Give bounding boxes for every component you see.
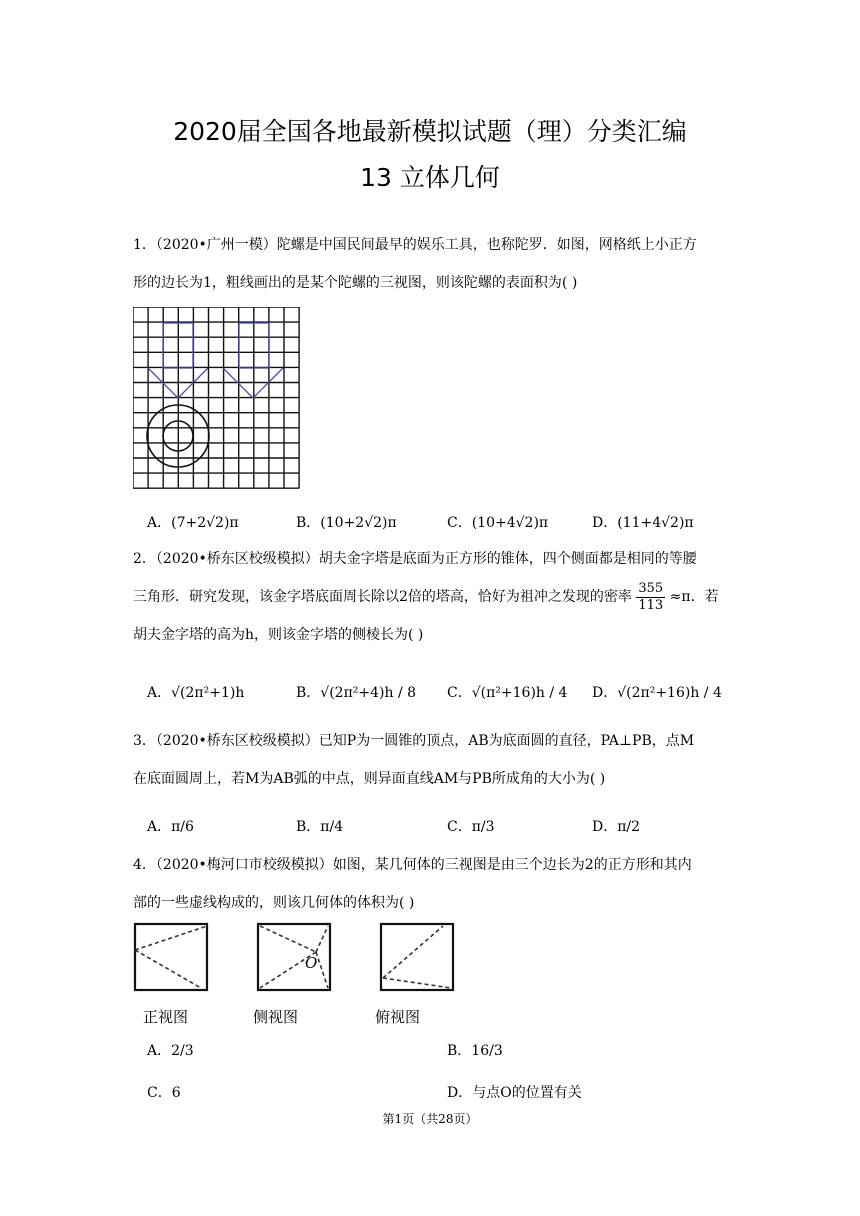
point-o-label: O (305, 954, 318, 972)
question-3-line2: 在底面圆周上，若M为AB弧的中点，则异面直线AM与PB所成角的大小为( ) (133, 771, 606, 787)
q2-option-d (592, 682, 722, 702)
q3-option-d-text: D．π/2 (592, 819, 641, 835)
q1-option-a-text: A．(7+2√2)π (147, 515, 239, 531)
q4-option-b (447, 1040, 503, 1060)
question-4-line2: 部的一些虚线构成的，则该几何体的体积为( ) (133, 895, 415, 911)
q1-option-c (447, 512, 548, 532)
q3-option-c-text: C．π/3 (447, 819, 495, 835)
page-subtitle: 13 立体几何 (360, 163, 500, 192)
question-2-line3: 胡夫金字塔的高为h，则该金字塔的侧棱长为( ) (133, 627, 424, 643)
q2-option-a (147, 682, 244, 702)
ratio-numerator: 355 (638, 580, 664, 596)
ratio-denominator: 113 (638, 597, 664, 613)
q2-option-b-text: B．√(2π²+4)h / 8 (296, 685, 417, 701)
page-title: 2020届全国各地最新模拟试题（理）分类汇编 (173, 117, 687, 146)
q3-option-a-text: A．π/6 (147, 819, 194, 835)
q2-option-a-text: A．√(2π²+1)h (147, 685, 245, 701)
side-view-diagram (256, 922, 334, 994)
question-4-line1: 4．（2020•梅河口市校级模拟）如图，某几何体的三视图是由三个边长为2的正方形和其内 (133, 857, 692, 873)
question-2-line2-text: 三角形．研究发现，该金字塔底面周长除以2倍的塔高，恰好为祖冲之发现的密率 (133, 589, 632, 605)
ratio-fraction (636, 581, 665, 614)
q1-option-c-text: C．(10+4√2)π (447, 515, 549, 531)
q4-option-b-text: B．16/3 (447, 1043, 503, 1059)
gyro-three-view-grid (133, 307, 303, 489)
top-view-caption: 俯视图 (375, 1008, 421, 1026)
front-view-caption: 正视图 (143, 1008, 189, 1026)
q2-option-d-text: D．√(2π²+16)h / 4 (592, 685, 722, 701)
q2-option-c-text: C．√(π²+16)h / 4 (447, 685, 568, 701)
question-2-line2 (133, 578, 753, 616)
question-1-line1: 1．（2020•广州一模）陀螺是中国民间最早的娱乐工具，也称陀罗．如图，网格纸上小正方 (133, 237, 697, 253)
q1-option-d (592, 512, 694, 532)
q4-option-c-text: C．6 (147, 1085, 181, 1101)
question-3 (133, 722, 753, 798)
q1-option-b-text: B．(10+2√2)π (296, 515, 397, 531)
q4-option-c (147, 1082, 181, 1102)
q1-option-b (296, 512, 397, 532)
front-view-diagram (133, 922, 211, 994)
q1-option-a (147, 512, 239, 532)
q4-option-a (147, 1040, 194, 1060)
question-2-line2-end: ≈π．若 (669, 589, 719, 605)
q4-option-d-text: D．与点O的位置有关 (447, 1085, 582, 1101)
q4-option-a-text: A．2/3 (147, 1043, 194, 1059)
question-3-line1: 3．（2020•桥东区校级模拟）已知P为一圆锥的顶点，AB为底面圆的直径，PA⊥PB，点M (133, 733, 695, 749)
question-4 (133, 846, 753, 922)
q3-option-a (147, 816, 194, 836)
q4-option-d (447, 1082, 582, 1102)
q3-option-b-text: B．π/4 (296, 819, 344, 835)
question-1 (133, 226, 753, 302)
top-view-diagram (379, 922, 457, 994)
q1-option-d-text: D．(11+4√2)π (592, 515, 694, 531)
q3-option-d (592, 816, 640, 836)
question-2-line1: 2．（2020•桥东区校级模拟）胡夫金字塔是底面为正方形的锥体，四个侧面都是相同的等腰 (133, 551, 697, 567)
question-1-line2: 形的边长为1，粗线画出的是某个陀螺的三视图，则该陀螺的表面积为( ) (133, 275, 578, 291)
page-footer: 第1页（共28页） (382, 1112, 478, 1126)
q2-option-c (447, 682, 567, 702)
q3-option-c (447, 816, 495, 836)
side-view-caption: 侧视图 (253, 1008, 299, 1026)
q2-option-b (296, 682, 416, 702)
question-2 (133, 540, 753, 654)
q3-option-b (296, 816, 343, 836)
